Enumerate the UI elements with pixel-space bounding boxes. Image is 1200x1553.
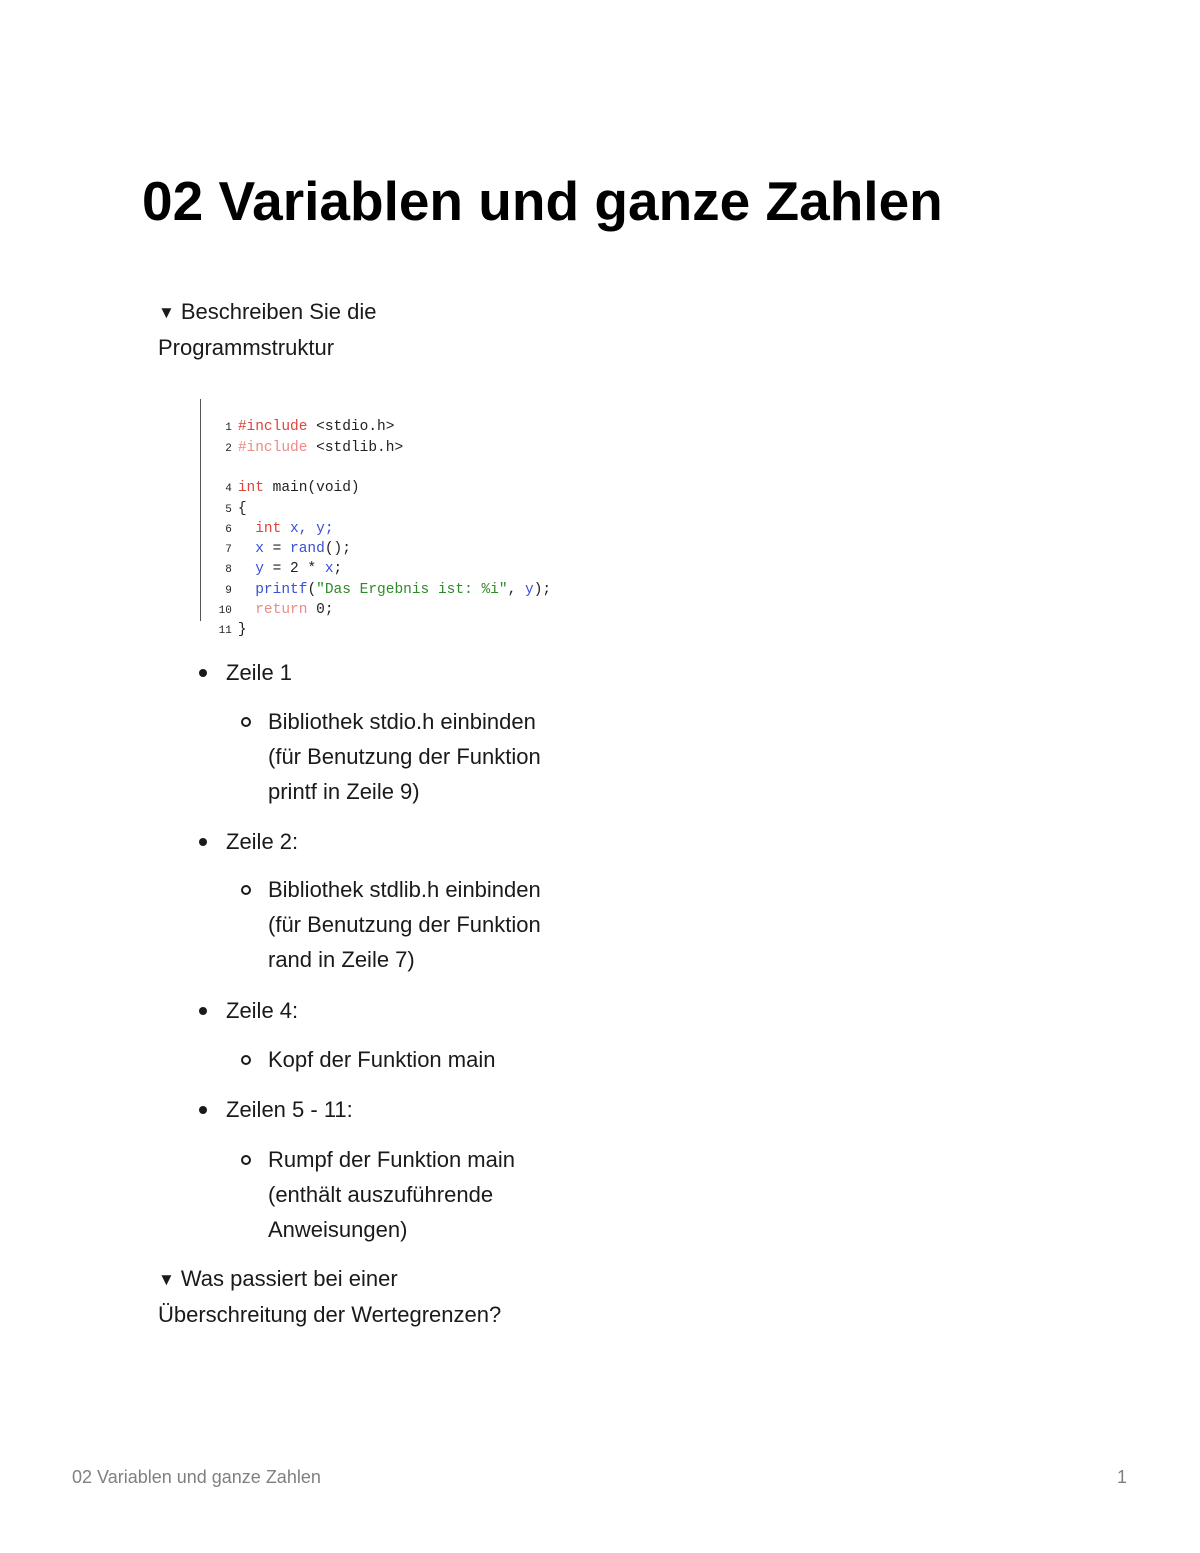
toggle-wertegrenzen[interactable] <box>158 1261 578 1332</box>
code-token: x, <box>281 520 308 537</box>
list-item-label: Zeile 4: <box>226 998 299 1023</box>
code-line <box>178 539 343 578</box>
toggle-heading-line1: Was passiert bei einer <box>180 1266 398 1291</box>
sub-list-text-line: (für Benutzung der Funktion <box>268 912 541 937</box>
code-token: return <box>237 602 308 619</box>
list-item-label: Zeile 2: <box>226 829 299 854</box>
code-screenshot <box>178 397 588 639</box>
line-number: 7 <box>225 544 232 557</box>
bullet-disc-icon <box>199 1007 207 1015</box>
code-token: ( <box>307 581 317 598</box>
bullet-disc-icon <box>199 1106 207 1114</box>
sub-list-text-line: Bibliothek stdlib.h einbinden <box>268 877 541 902</box>
sub-list-text-line: printf in Zeile 9) <box>268 779 420 804</box>
sub-list-item <box>268 704 598 809</box>
list-item <box>226 1092 353 1127</box>
sub-list-item <box>268 1042 598 1077</box>
list-item-label: Zeile 1 <box>226 660 293 685</box>
toggle-heading-line2: Überschreitung der Wertegrenzen? <box>158 1302 502 1327</box>
code-token: y <box>237 561 264 578</box>
list-item <box>226 824 298 859</box>
line-number: 4 <box>225 483 232 496</box>
line-number: 8 <box>225 564 232 577</box>
sub-list-text-line: (enthält auszuführende <box>268 1182 494 1207</box>
sub-list-text-line: Anweisungen) <box>268 1217 408 1242</box>
line-number: 9 <box>225 584 232 597</box>
list-item <box>226 655 292 690</box>
line-number: 6 <box>225 523 232 536</box>
code-line <box>178 458 360 497</box>
code-token: y; <box>307 520 334 537</box>
bullet-disc-icon <box>199 669 207 677</box>
bullet-circle-icon <box>241 1055 251 1065</box>
code-token: <stdlib.h> <box>307 439 404 456</box>
sub-list-text-line: Rumpf der Funktion main <box>268 1147 515 1172</box>
bullet-disc-icon <box>199 838 207 846</box>
bullet-circle-icon <box>241 885 251 895</box>
code-token: , <box>507 581 525 598</box>
line-number: 5 <box>225 503 232 516</box>
list-item <box>226 993 298 1028</box>
code-token: printf <box>237 581 308 598</box>
sub-list-text-line: Kopf der Funktion main <box>268 1047 496 1072</box>
code-token: = 2 * <box>263 561 325 578</box>
bullet-circle-icon <box>241 1155 251 1165</box>
code-line <box>178 417 404 456</box>
code-token: int <box>237 520 282 537</box>
code-token: x <box>237 541 264 558</box>
code-line <box>178 397 395 436</box>
code-token: <stdio.h> <box>307 419 395 436</box>
code-token: = <box>263 541 291 558</box>
code-token: #include <box>237 419 308 436</box>
code-token: } <box>237 622 247 639</box>
code-token: "Das Ergebnis ist: %i" <box>316 581 508 598</box>
code-line <box>178 519 351 558</box>
footer-title: 02 Variablen und ganze Zahlen <box>72 1467 321 1487</box>
code-line <box>178 560 552 598</box>
toggle-heading-line2: Programmstruktur <box>158 335 335 360</box>
page-title: 02 Variablen und ganze Zahlen <box>142 170 943 232</box>
sub-list-item <box>268 1142 598 1247</box>
code-token: ; <box>333 561 343 578</box>
code-token: (); <box>324 541 351 558</box>
code-token: y <box>524 581 534 598</box>
line-number: 1 <box>225 422 232 435</box>
code-token: ); <box>533 581 552 598</box>
code-line <box>178 499 334 537</box>
sub-list-item <box>268 872 598 977</box>
code-line <box>178 580 334 619</box>
sub-list-text-line: (für Benutzung der Funktion <box>268 744 541 769</box>
sub-list-text-line: Bibliothek stdio.h einbinden <box>268 709 536 734</box>
code-line <box>178 600 247 639</box>
triangle-down-icon[interactable]: ▼ <box>158 1270 175 1289</box>
bullet-circle-icon <box>241 717 251 727</box>
code-token: main(void) <box>263 480 360 497</box>
code-token: 0; <box>307 602 334 619</box>
list-item-label: Zeilen 5 - 11: <box>226 1097 353 1122</box>
line-number: 11 <box>218 625 232 638</box>
toggle-heading-line1: Beschreiben Sie die <box>180 299 377 324</box>
code-token: rand <box>290 541 325 558</box>
code-token: #include <box>237 439 308 456</box>
sub-list-text-line: rand in Zeile 7) <box>268 947 415 972</box>
triangle-down-icon[interactable]: ▼ <box>158 303 175 322</box>
code-line <box>178 478 247 517</box>
footer-page-number: 1 <box>1117 1467 1128 1487</box>
line-number: 10 <box>218 605 232 618</box>
code-token: { <box>237 500 247 517</box>
line-number: 2 <box>225 442 232 455</box>
toggle-programmstruktur[interactable] <box>158 294 578 365</box>
code-token: x <box>324 561 334 578</box>
code-token: int <box>237 480 264 497</box>
